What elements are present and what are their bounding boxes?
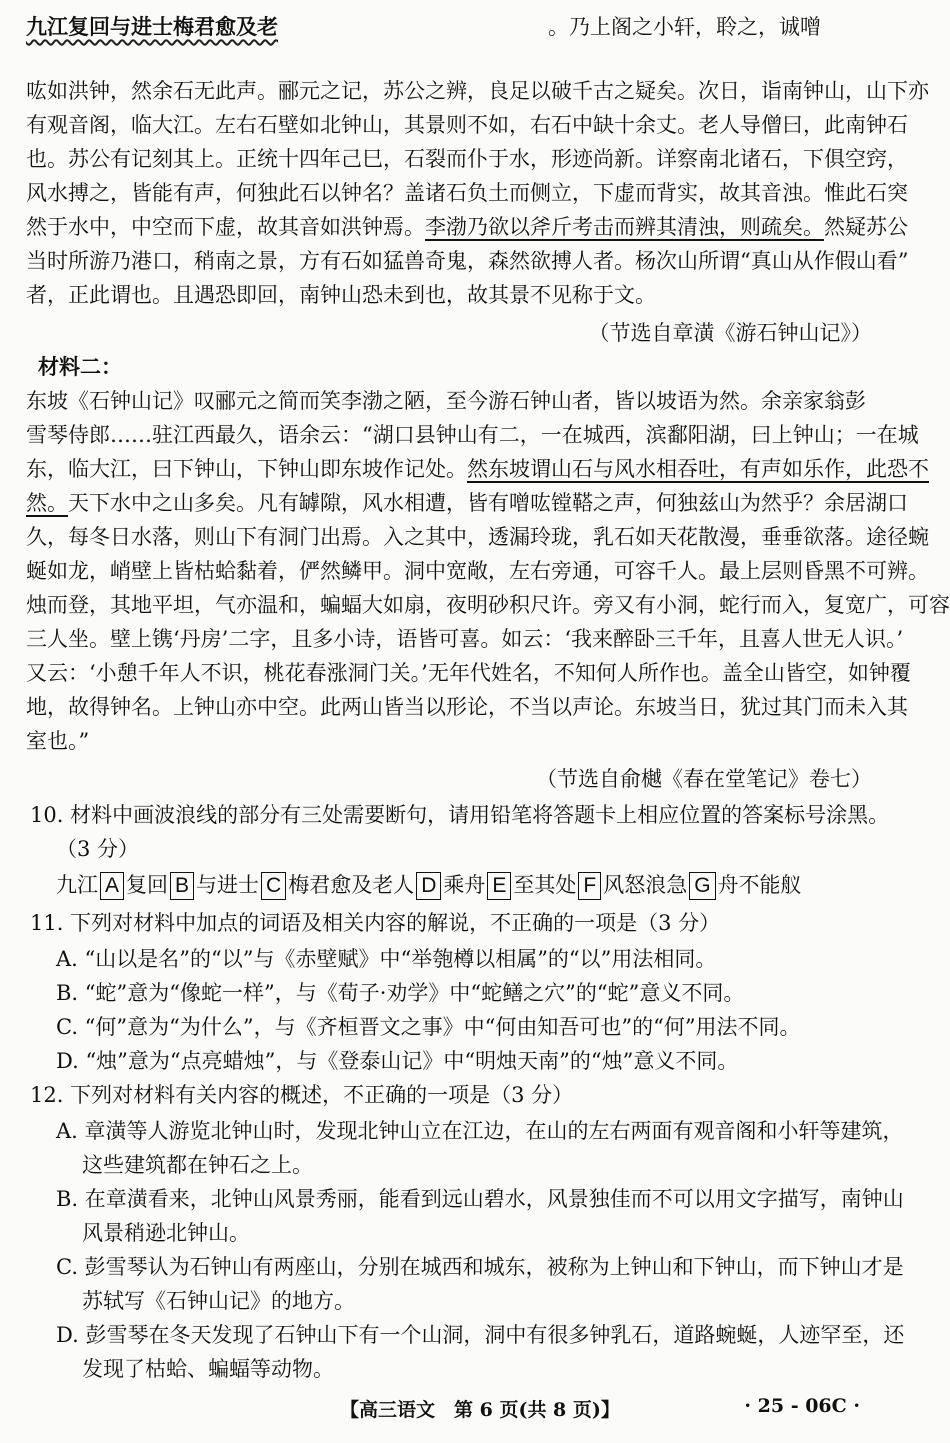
passage2-line: 烛而登，其地平坦，气亦温和，蝙蝠大如扇，夜明砂积尺许。旁又有小洞，蛇行而入，复宽广，可容: [26, 593, 950, 617]
q10-stem: 10. 材料中画波浪线的部分有三处需要断句，请用铅笔将答题卡上相应位置的答案标号涂黑。: [30, 803, 890, 827]
q12-option-a[interactable]: A. 章潢等人游览北钟山时，发现北钟山立在江边，在山的左右两面有观音阁和小轩等建筑， 这些建筑都在钟石之上。: [56, 1119, 904, 1177]
passage1-line: 吰如洪钟，然余石无此声。郦元之记，苏公之辨，良足以破千古之疑矣。次日，诣南钟山，山下亦: [26, 79, 929, 103]
passage2-line: 三人坐。壁上镌‘丹房’二字，且多小诗，语皆可喜。如云：‘我来醉卧三千年，且喜人世无人识。’: [26, 627, 904, 651]
q11-option-a[interactable]: A. “山以是名”的“以”与《赤壁赋》中“举匏樽以相属”的“以”用法相同。: [56, 947, 717, 971]
passage1-line: 也。苏公有记刻其上。正统十四年己巳，石裂而仆于水，形迹尚新。详察南北诸石，下俱空窍，: [26, 147, 908, 171]
q10-score: （3 分）: [56, 837, 140, 861]
q11-option-c[interactable]: C. “何”意为“为什么”，与《齐桓晋文之事》中“何由知吾可也”的“何”用法不同。: [56, 1015, 801, 1039]
passage2-source: （节选自俞樾《春在堂笔记》卷七）: [536, 767, 872, 791]
passage1-source: （节选自章潢《游石钟山记》）: [588, 321, 872, 345]
underlined-sentence: 然东坡谓山石与风水相吞吐，有声如乐作，此恐不: [467, 457, 929, 481]
passage1-line: 风水搏之，皆能有声，何独此石以钟名？盖诸石负土而侧立，下虚而背实，故其音浊。惟此石突: [26, 181, 908, 205]
answer-box-D[interactable]: D: [416, 872, 441, 900]
answer-box-C[interactable]: C: [261, 872, 286, 900]
q12-option-c[interactable]: C. 彭雪琴认为石钟山有两座山，分别在城西和城东，被称为上钟山和下钟山，而下钟山才是 苏轼写《石钟山记》的地方。: [56, 1255, 904, 1313]
footer-code: · 25 - 06C ·: [744, 1395, 860, 1417]
q11-option-d[interactable]: D. “烛”意为“点亮蜡烛”，与《登泰山记》中“明烛天南”的“烛”意义不同。: [56, 1049, 739, 1073]
passage1-line: 当时所游乃港口，稍南之景，方有石如猛兽奇鬼，森然欲搏人者。杨次山所谓“真山从作假山看”: [26, 249, 909, 273]
passage2-line: 室也。”: [26, 729, 90, 753]
passage1-line: 有观音阁，临大江。左右石壁如北钟山，其景则不如，右石中缺十余丈。老人导僧曰，此南钟石: [26, 113, 908, 137]
passage2-line: 地，故得钟名。上钟山亦中空。此两山皆当以形论，不当以声论。东坡当日，犹过其门而未入其: [26, 695, 908, 719]
q10-sentence: 九江 A 复回 B 与进士 C 梅君愈及老人 D 乘舟 E 至其处 F 风怒浪急 G 舟不能舣: [56, 868, 906, 902]
answer-box-B[interactable]: B: [170, 872, 194, 900]
q12-option-d[interactable]: D. 彭雪琴在冬天发现了石钟山下有一个山洞，洞中有很多钟乳石，道路蜿蜒，人迹罕至，还 发现了枯蛤、蝙蝠等动物。: [56, 1323, 905, 1381]
passage2-heading: 材料二：: [38, 354, 122, 379]
footer-page-info: 【高三语文 第 6 页(共 8 页)】: [340, 1399, 620, 1421]
answer-box-F[interactable]: F: [578, 872, 601, 900]
q12-stem: 12. 下列对材料有关内容的概述，不正确的一项是（3 分）: [30, 1083, 574, 1107]
passage2-line: 蜒如龙，峭壁上皆枯蛤黏着，俨然鳞甲。洞中宽敞，左右旁通，可容千人。最上层则昏黑不可辨。: [26, 559, 929, 583]
underlined-sentence: 然。: [26, 491, 68, 515]
answer-box-E[interactable]: E: [487, 872, 511, 900]
passage2-line: 雪琴侍郎……驻江西最久，语余云：“湖口县钟山有二，一在城西，滨鄱阳湖，曰上钟山；一在城: [26, 423, 919, 447]
passage1-line-6: 然于水中，中空而下虚，故其音如洪钟焉。李渤乃欲以斧斤考击而辨其清浊，则疏矣。然疑苏公: [26, 215, 908, 239]
passage2-line: 又云：‘小憩千年人不识，桃花春涨洞门关。’无年代姓名，不知何人所作也。盖全山皆空，如钟覆: [26, 661, 911, 685]
answer-box-A[interactable]: A: [100, 872, 124, 900]
q11-stem: 11. 下列对材料中加点的词语及相关内容的解说，不正确的一项是（3 分）: [30, 911, 721, 935]
answer-box-G[interactable]: G: [689, 872, 715, 900]
passage1-line: 者，正此谓也。且遇恐即回，南钟山恐未到也，故其景不见称于文。: [26, 283, 656, 307]
q11-option-b[interactable]: B. “蛇”意为“像蛇一样”，与《荀子·劝学》中“蛇鳝之穴”的“蛇”意义不同。: [56, 981, 745, 1005]
passage2-line-4: 然。天下水中之山多矣。凡有罅隙，风水相遭，皆有噌吰镗鞳之声，何独兹山为然乎？余居湖口: [26, 491, 908, 515]
passage2-line-3: 东，临大江，曰下钟山，下钟山即东坡作记处。然东坡谓山石与风水相吞吐，有声如乐作，此恐不: [26, 457, 929, 481]
q12-option-b[interactable]: B. 在章潢看来，北钟山风景秀丽，能看到远山碧水，风景独佳而不可以用文字描写，南钟山 风景稍逊北钟山。: [56, 1187, 904, 1245]
passage1-line-1: 九江复回与进士梅君愈及老 。乃上阁之小轩，聆之，诚噌: [26, 14, 821, 39]
wavy-underlined-text: 九江复回与进士梅君愈及老: [26, 14, 278, 39]
underlined-sentence: 李渤乃欲以斧斤考击而辨其清浊，则疏矣。: [425, 215, 824, 239]
passage2-line: 东坡《石钟山记》叹郦元之简而笑李渤之陋，至今游石钟山者，皆以坡语为然。余亲家翁彭: [26, 389, 866, 413]
passage2-line: 久，每冬日水落，则山下有洞门出焉。入之其中，透漏玲珑，乳石如天花散漫，垂垂欲落。途径蜿: [26, 525, 929, 549]
